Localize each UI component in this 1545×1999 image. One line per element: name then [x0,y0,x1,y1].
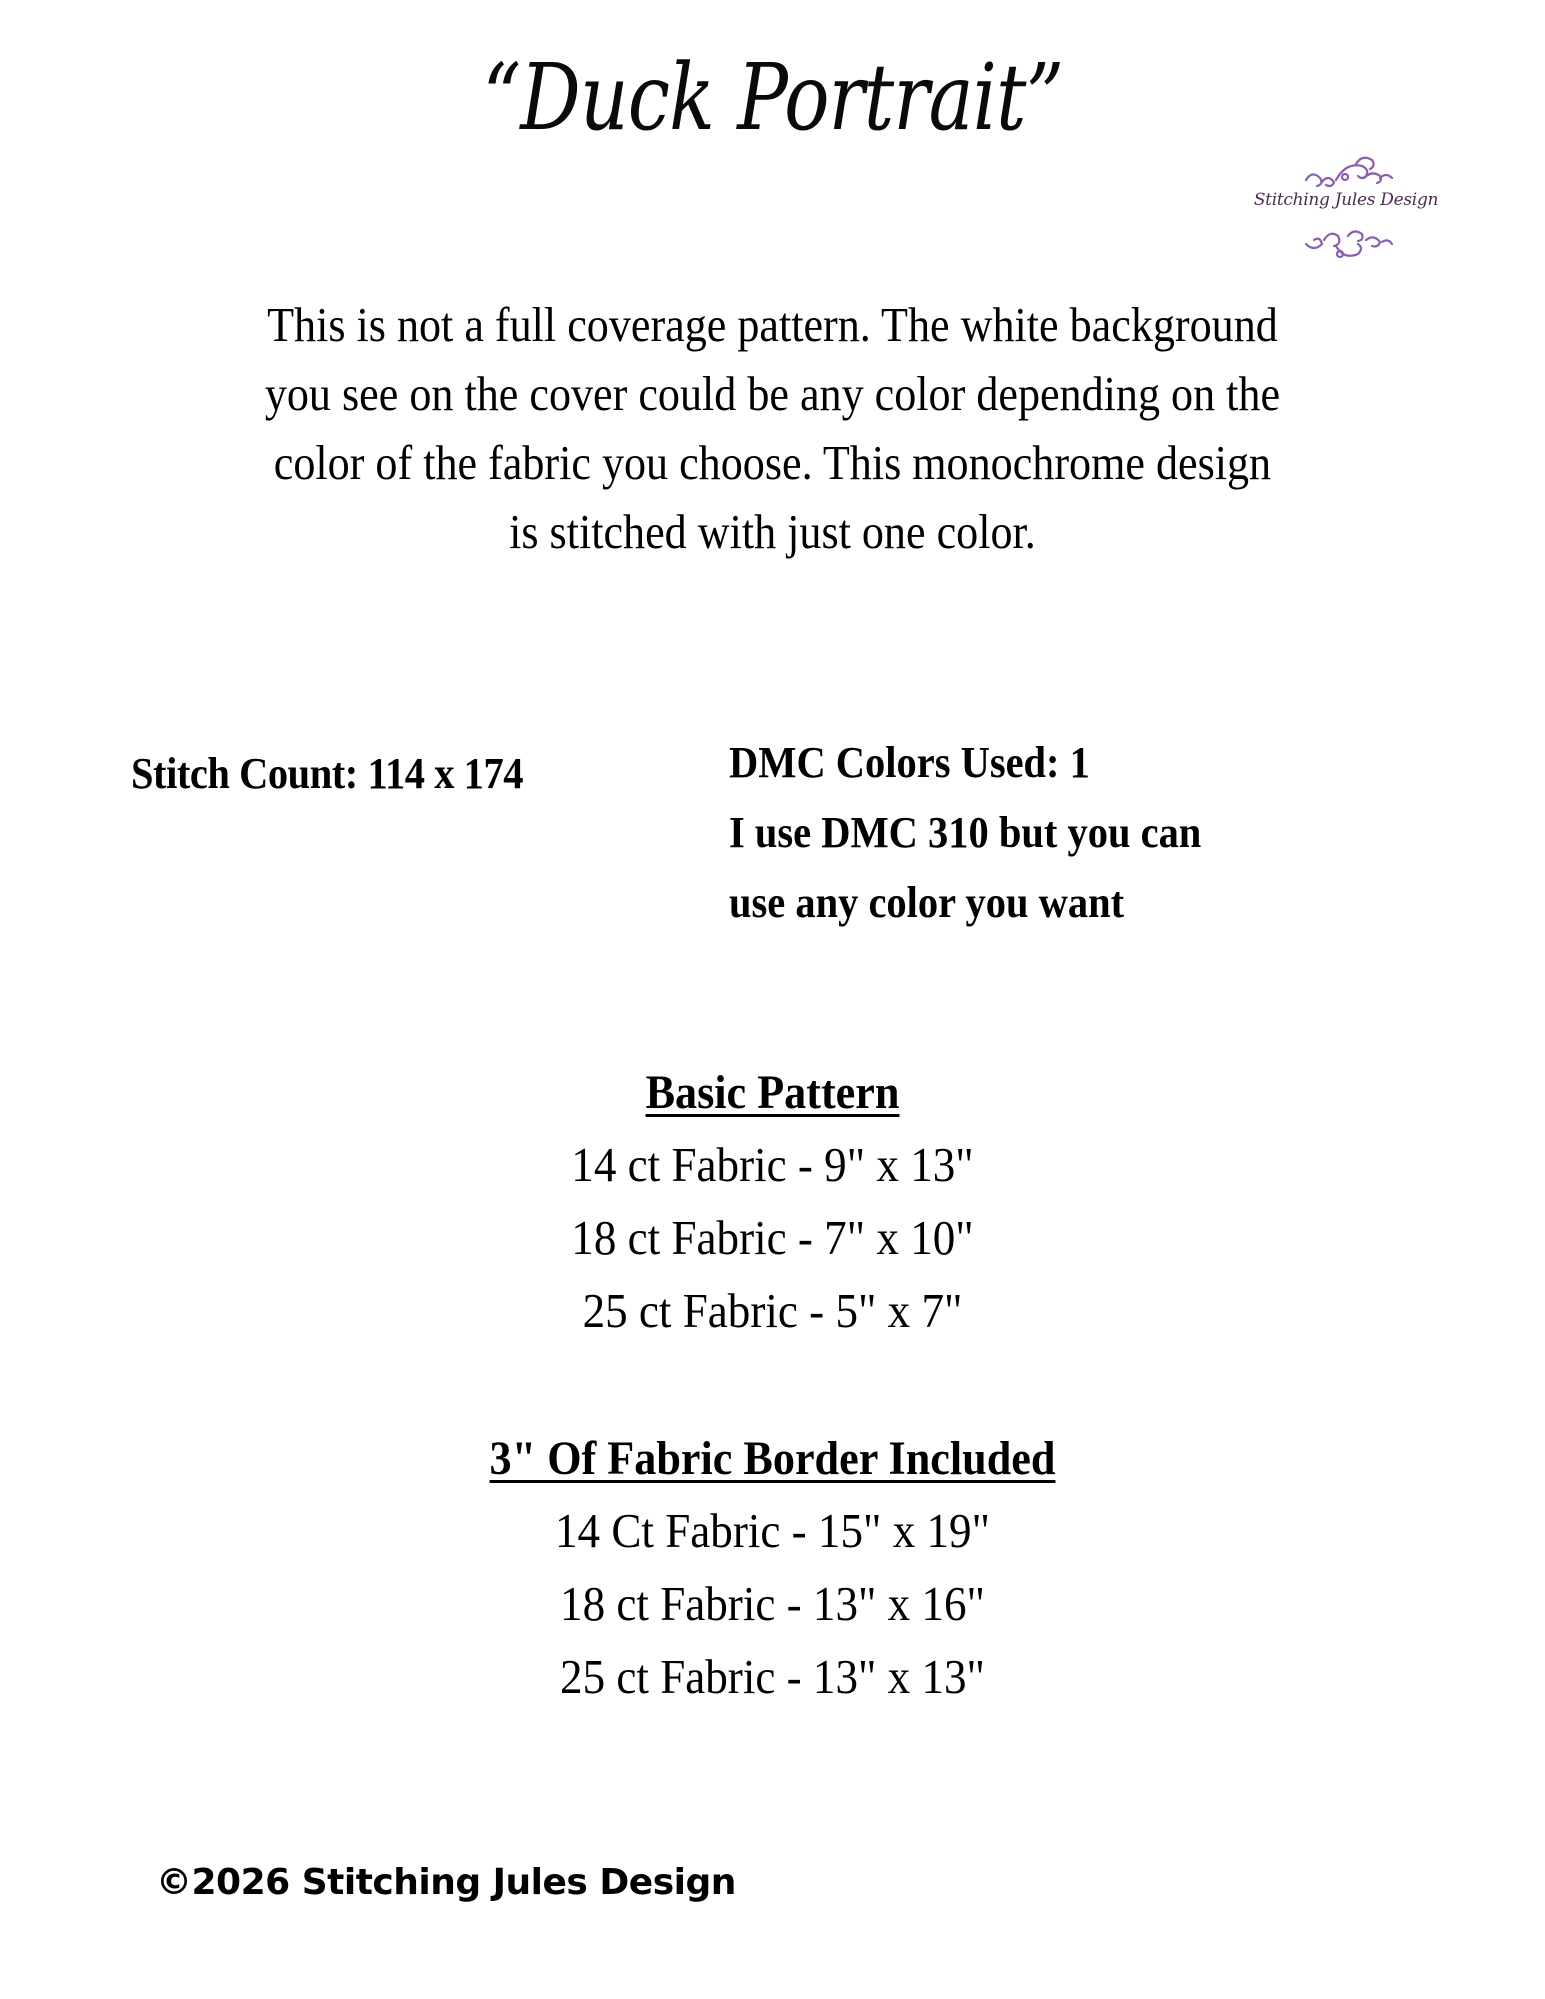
intro-line: is stitched with just one color. [509,504,1036,559]
intro-line: you see on the cover could be any color depending on the [264,366,1281,421]
copyright-footer: ©2026 Stitching Jules Design [156,1862,736,1903]
brand-logo [1236,150,1456,266]
stitch-count: Stitch Count: 114 x 174 [131,749,524,798]
fabric-size-line: 14 ct Fabric - 9" x 13" [571,1137,974,1192]
intro-paragraph [212,290,1333,566]
fabric-size-line: 14 Ct Fabric - 15" x 19" [555,1503,990,1558]
fabric-size-line: 18 ct Fabric - 13" x 16" [560,1576,985,1631]
basic-pattern-heading: Basic Pattern [645,1066,900,1119]
fabric-size-line: 18 ct Fabric - 7" x 10" [571,1210,974,1265]
border-pattern-section [0,1424,1545,1713]
page-title: “Duck Portrait” [482,44,1064,151]
dmc-colors-info [729,728,1201,938]
intro-line: color of the fabric you choose. This monochrome design [273,435,1272,490]
fabric-size-line: 25 ct Fabric - 5" x 7" [582,1283,963,1338]
basic-pattern-section [0,1058,1545,1347]
fabric-size-line: 25 ct Fabric - 13" x 13" [560,1649,985,1704]
dmc-line: use any color you want [729,878,1125,927]
dmc-line: I use DMC 310 but you can [729,808,1202,857]
logo-text: Stitching Jules Design [1253,190,1439,210]
border-pattern-heading: 3" Of Fabric Border Included [489,1432,1056,1485]
dmc-line: DMC Colors Used: 1 [729,738,1090,787]
intro-line: This is not a full coverage pattern. The white background [267,297,1278,352]
